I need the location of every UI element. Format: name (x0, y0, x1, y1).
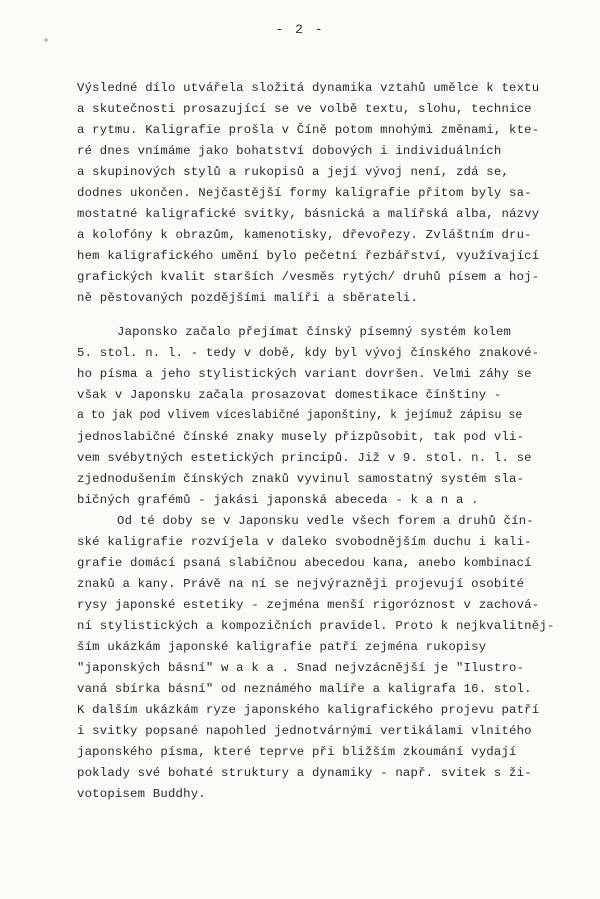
text-line: ně pěstovaných pozdějšími malíři a sběrateli. (77, 291, 419, 305)
text-line: dodnes ukončen. Nejčastější formy kaligrafie přitom byly sa- (77, 186, 532, 200)
page-number: - 2 - (275, 22, 325, 37)
text-line: vaná sbírka básní" od neznámého malíře a kaligrafa 16. stol. (77, 682, 532, 696)
text-line: však v Japonsku začala prosazovat domestikace čínštiny - (77, 388, 502, 402)
text-line: ším ukázkám japonské kaligrafie patří zejména rukopisy (77, 640, 487, 654)
text-line: jednoslabičné čínské znaky musely přizpůsobit, tak pod vli- (77, 430, 525, 444)
text-line: bičných grafémů - jakási japonská abeceda - k a n a . (77, 493, 479, 507)
text-line: "japonských básní" w a k a . Snad nejvzácnější je "Ilustro- (77, 661, 525, 675)
text-line: ré dnes vnímáme jako bohatství dobových i individuálních (77, 144, 502, 158)
text-line: i svitky popsané napohled jednotvárnými vertikálami vlnitého (77, 724, 532, 738)
text-line: Japonsko začalo přejímat čínský písemný systém kolem (117, 325, 512, 339)
text-line: znaků a kany. Právě na ní se nejvýrazněji projevují osobité (77, 577, 525, 591)
text-line: poklady své bohaté struktury a dynamiky - např. svitek s ži- (77, 766, 532, 780)
text-line: ho písma a jeho stylistických variant dovršen. Velmi záhy se (77, 367, 532, 381)
text-line: ské kaligrafie rozvíjela v daleko svobodnějším duchu i kali- (77, 535, 532, 549)
text-line: a to jak pod vlivem víceslabičné japonštiny, k jejímuž zápisu se (77, 409, 523, 422)
text-line: K dalším ukázkám ryze japonského kaligrafického projevu patří (77, 703, 540, 717)
text-line: a skutečnosti prosazující se ve volbě textu, slohu, technice (77, 102, 532, 116)
text-line: a skupinových stylů a rukopisů a její vývoj není, zdá se, (77, 165, 510, 179)
text-line: a rytmu. Kaligrafie prošla v Číně potom mnohými změnami, kte- (77, 123, 540, 137)
text-line: rysy japonské estetiky - zejména menší rigoróznost v zachová- (77, 598, 540, 612)
text-line: Od té doby se v Japonsku vedle všech forem a druhů čín- (117, 514, 534, 528)
text-line: Výsledné dílo utvářela složitá dynamika vztahů umělce k textu (77, 81, 540, 95)
text-line: votopisem Buddhy. (77, 787, 206, 801)
text-line: 5. stol. n. l. - tedy v době, kdy byl vývoj čínského znakové- (77, 346, 540, 360)
text-line: vem svébytných estetických principů. Již v 9. stol. n. l. se (77, 451, 532, 465)
text-line: grafie domácí psaná slabičnou abecedou kana, anebo kombinací (77, 556, 532, 570)
paper-speck (44, 38, 48, 42)
text-line: hem kaligrafického umění bylo pečetní řezbářství, využívající (77, 249, 540, 263)
text-line: zjednodušením čínských znaků vyvinul samostatný systém sla- (77, 472, 525, 486)
text-line: ní stylistických a kompozičních pravidel. Proto k nejkvalitněj- (77, 619, 555, 633)
text-line: grafických kvalit starších /vesměs rytých/ druhů písem a hoj- (77, 270, 540, 284)
text-line: japonského písma, které teprve při bližším zkoumání vydají (77, 745, 517, 759)
text-line: a kolofóny k obrazům, kamenotisky, dřevořezy. Zvláštním dru- (77, 228, 532, 242)
text-line: mostatné kaligrafické svitky, básnická a malířská alba, názvy (77, 207, 540, 221)
